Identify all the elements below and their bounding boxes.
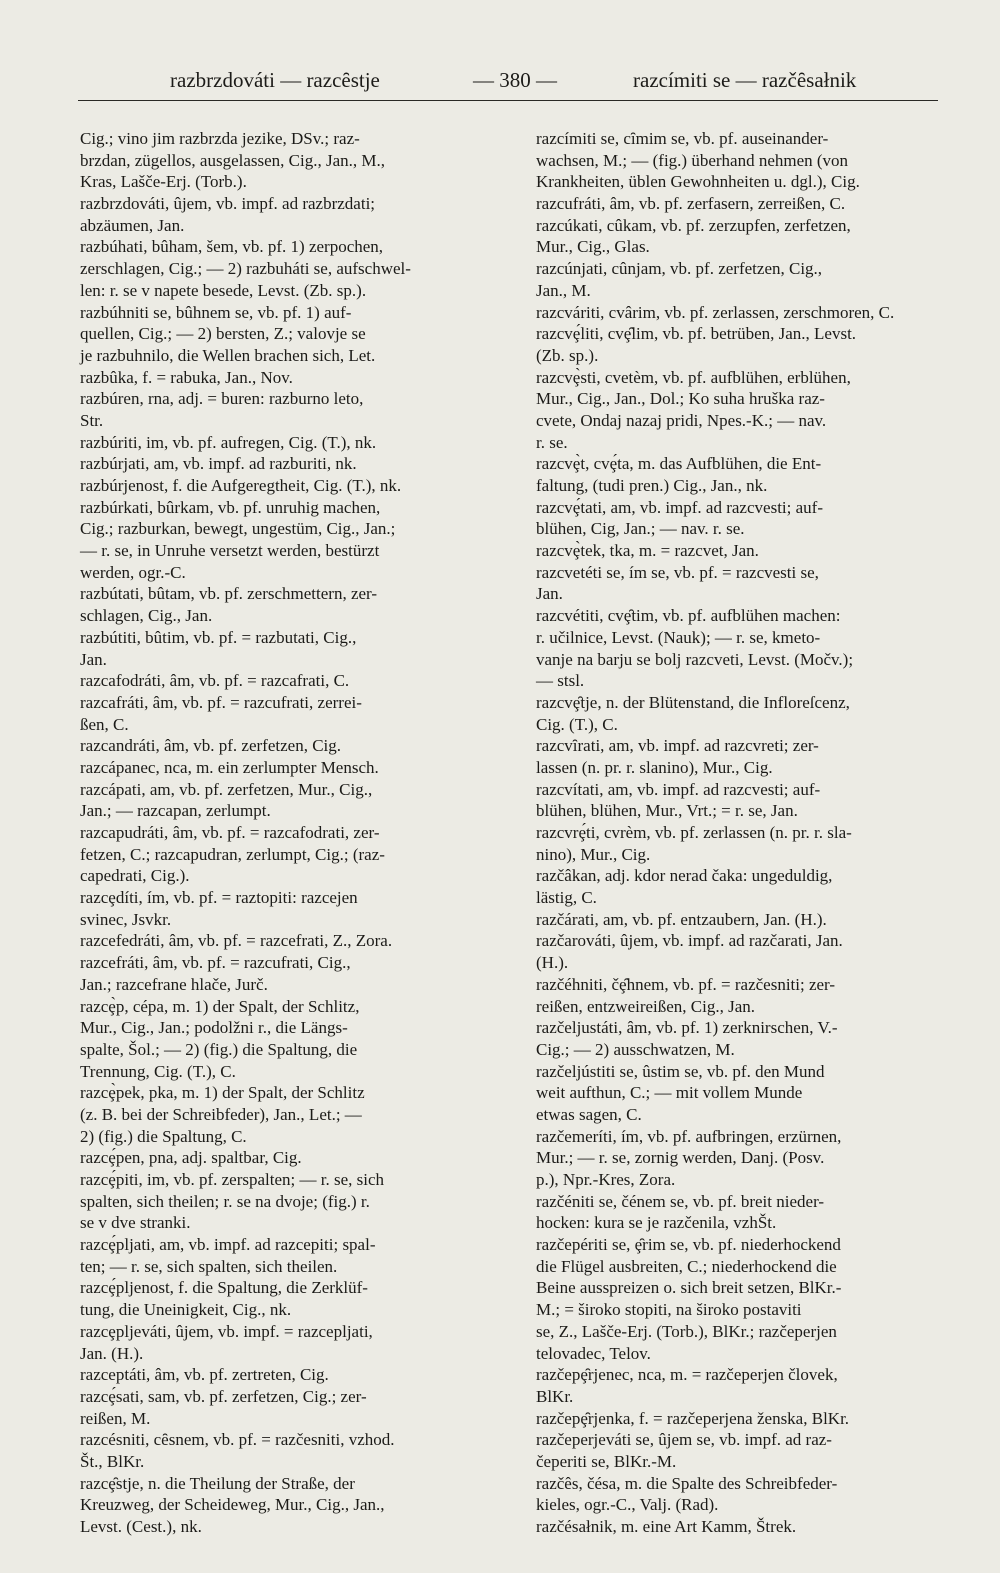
text-line: razcȩ̑stje, n. die Theilung der Straße, der (80, 1473, 355, 1493)
text-line: razcvȩ̀sti, cvetèm, vb. pf. aufblühen, erblühen, (536, 367, 851, 387)
text-line: (Zb. sp.). (536, 345, 599, 365)
text-line: schlagen, Cig., Jan. (80, 606, 213, 626)
text-line: razcȩpljeváti, ûjem, vb. impf. = razcepljati, (80, 1321, 373, 1341)
text-line: Jan. (80, 649, 107, 669)
text-line: hocken: kura se je razčenila, vzhŠt. (536, 1213, 777, 1233)
text-line: razcúnjati, cûnjam, vb. pf. zerfetzen, Cig., (536, 259, 823, 279)
text-line: razbúhniti se, bûhnem se, vb. pf. 1) auf- (80, 302, 352, 322)
text-line: Kreuzweg, der Scheideweg, Mur., Cig., Jan., (80, 1495, 385, 1515)
left-column (80, 128, 506, 1538)
text-line: razcȩ́sati, sam, vb. pf. zerfetzen, Cig.; zer- (80, 1386, 367, 1406)
text-line: Cig.; — 2) ausschwatzen, M. (536, 1039, 735, 1059)
header-left-guideword: razbrzdováti — razcȇstje (170, 68, 380, 92)
header-right-guideword: razcímiti se — razčȇsałnik (633, 68, 857, 92)
text-line: razcvȩ̀t, cvȩ́ta, m. das Aufblühen, die Ent- (536, 454, 822, 474)
text-line: Jan., M. (536, 280, 591, 300)
text-line: — stsl. (536, 671, 585, 691)
text-line: cvete, Ondaj nazaj pridi, Npes.-K.; — nav. (536, 410, 827, 430)
text-line: razčéniti se, čénem se, vb. pf. breit nieder- (536, 1191, 825, 1211)
text-line: razcvrȩ́ti, cvrèm, vb. pf. zerlassen (n. pr. r. sla- (536, 823, 852, 842)
text-line: telovadec, Telov. (536, 1343, 651, 1363)
text-line: brzdan, zügellos, ausgelassen, Cig., Jan., M., (80, 150, 385, 170)
right-column (536, 128, 946, 1538)
text-line: razcvȩ́liti, cvȩ̑lim, vb. pf. betrüben, Jan., Levst. (536, 324, 857, 344)
text-line: Mur., Cig., Jan.; podolžni r., die Längs- (80, 1018, 348, 1038)
text-line: razcvȩ̀tek, tka, m. = razcvet, Jan. (536, 541, 759, 561)
text-line: M.; = široko stopiti, na široko postaviti (536, 1300, 802, 1320)
running-header (78, 60, 938, 100)
text-line: Jan. (H.). (80, 1343, 144, 1363)
text-line: Cig.; vino jim razbrzda jezike, DSv.; raz- (80, 129, 360, 148)
text-line: razcváriti, cvârim, vb. pf. zerlassen, zerschmoren, C. (536, 302, 895, 322)
text-line: razcésniti, cȇsnem, vb. pf. = razčesniti, vzhod. (80, 1430, 395, 1450)
text-line: r. se. (536, 432, 568, 452)
text-line: razcvȋrati, am, vb. impf. ad razcvreti; zer- (536, 736, 819, 756)
text-line: Krankheiten, üblen Gewohnheiten u. dgl.), Cig. (536, 172, 860, 192)
text-line: razbúrkati, bûrkam, vb. pf. unruhig machen, (80, 497, 381, 517)
text-line: čeperiti se, BlKr.-M. (536, 1451, 677, 1471)
text-line: nino), Mur., Cig. (536, 844, 651, 864)
text-line: faltung, (tudi pren.) Cig., Jan., nk. (536, 476, 768, 495)
text-line: razčemeríti, ím, vb. pf. aufbringen, erzürnen, (536, 1126, 842, 1146)
text-line: razbútiti, bûtim, vb. pf. = razbutati, Cig., (80, 627, 357, 647)
text-line: (z. B. bei der Schreibfeder), Jan., Let.; — (80, 1104, 362, 1124)
text-line: kieles, ogr.-C., Valj. (Rad). (536, 1495, 719, 1515)
text-line: razbúhati, bûham, šem, vb. pf. 1) zerpochen, (80, 237, 384, 257)
text-line: reißen, M. (80, 1408, 151, 1428)
text-line: Št., BlKr. (80, 1451, 145, 1471)
text-line: je razbuhnilo, die Wellen brachen sich, Let. (80, 345, 376, 365)
text-line: razcȩ̀pek, pka, m. 1) der Spalt, der Schlitz (80, 1083, 365, 1103)
text-line: razbúriti, im, vb. pf. aufregen, Cig. (T.), nk. (80, 432, 377, 452)
text-line: razcȩ́piti, im, vb. pf. zerspalten; — r. se, sich (80, 1170, 385, 1189)
text-line: razbûka, f. = rabuka, Jan., Nov. (80, 367, 293, 387)
text-line: razbúrjenost, f. die Aufgeregtheit, Cig. (T.), nk. (80, 476, 402, 495)
text-line: Cig. (T.), C. (536, 714, 618, 734)
text-line: lästig, C. (536, 888, 597, 908)
text-line: — r. se, in Unruhe versetzt werden, bestürzt (80, 541, 380, 561)
text-line: razcafodráti, âm, vb. pf. = razcafrati, C. (80, 671, 350, 691)
text-line: razcvítati, am, vb. impf. ad razcvesti; auf- (536, 779, 821, 799)
text-line: Levst. (Cest.), nk. (80, 1517, 202, 1536)
text-line: razčâkan, adj. kdor nerad čaka: ungeduldig, (536, 866, 833, 886)
text-line: razčepȩ̑rjenka, f. = razčeperjena ženska, BlKr. (536, 1408, 850, 1428)
text-line: etwas sagen, C. (536, 1104, 642, 1124)
text-line: razcefedráti, âm, vb. pf. = razcefrati, Z., Zora. (80, 931, 393, 951)
text-line: abzäumen, Jan. (80, 215, 185, 235)
text-line: razcápati, am, vb. pf. zerfetzen, Mur., Cig., (80, 779, 373, 799)
text-line: len: r. se v napete besede, Levst. (Zb. sp.). (80, 280, 367, 300)
text-line: quellen, Cig.; — 2) bersten, Z.; valovje se (80, 324, 366, 344)
text-line: die Flügel ausbreiten, C.; niederhockend die (536, 1256, 837, 1276)
text-line: razčeljustáti, âm, vb. pf. 1) zerknirschen, V.- (536, 1018, 838, 1038)
text-line: razcapudráti, âm, vb. pf. = razcafodrati, zer- (80, 823, 380, 842)
text-line: Jan.; razcefrane hlače, Jurč. (80, 974, 268, 994)
text-line: razcvȩ́tati, am, vb. impf. ad razcvesti; auf- (536, 497, 823, 517)
text-line: razčepériti se, ȩ̑rim se, vb. pf. niederhockend (536, 1235, 841, 1255)
text-line: razbúrjati, am, vb. impf. ad razburiti, nk. (80, 454, 357, 474)
text-line: razcúkati, cûkam, vb. pf. zerzupfen, zerfetzen, (536, 215, 851, 235)
text-line: razbútati, bûtam, vb. pf. zerschmettern, zer- (80, 584, 378, 604)
text-line: razcímiti se, cȋmim se, vb. pf. auseinander- (536, 129, 829, 148)
text-line: razcȩ́pljati, am, vb. impf. ad razcepiti; spal- (80, 1235, 376, 1255)
text-line: vanje na barju se bolj razcveti, Levst. (Močv.); (536, 649, 854, 669)
text-line: razčárati, am, vb. pf. entzaubern, Jan. (H.). (536, 909, 827, 929)
text-line: razcȩ́pljenost, f. die Spaltung, die Zerklüf- (80, 1278, 368, 1298)
text-line: razcȩdíti, ím, vb. pf. = raztopiti: razcejen (80, 888, 358, 908)
text-line: Trennung, Cig. (T.), C. (80, 1061, 236, 1081)
text-line: razceptáti, âm, vb. pf. zertreten, Cig. (80, 1365, 329, 1385)
text-line: BlKr. (536, 1386, 574, 1406)
text-line: razcufráti, âm, vb. pf. zerfasern, zerreißen, C. (536, 194, 846, 214)
text-line: blühen, blühen, Mur., Vrt.; = r. se, Jan. (536, 801, 798, 821)
text-line: Mur., Cig., Jan., Dol.; Ko suha hruška raz- (536, 389, 825, 409)
text-line: p.), Npr.-Kres, Zora. (536, 1170, 676, 1189)
text-line: (H.). (536, 953, 569, 973)
text-line: razčepȩ̑rjenec, nca, m. = razčeperjen človek, (536, 1365, 838, 1385)
text-line: razcandráti, âm, vb. pf. zerfetzen, Cig. (80, 736, 342, 756)
text-line: razcvetéti se, ím se, vb. pf. = razcvesti se, (536, 562, 819, 582)
text-line: razbúren, rna, adj. = buren: razburno leto, (80, 389, 364, 409)
text-line: ßen, C. (80, 714, 129, 734)
text-line: razčésałnik, m. eine Art Kamm, Štrek. (536, 1517, 797, 1536)
text-line: blühen, Cig, Jan.; — nav. r. se. (536, 519, 745, 539)
header-rule (78, 100, 938, 101)
text-line: razcafráti, âm, vb. pf. = razcufrati, zerrei- (80, 692, 362, 712)
text-line: razcefráti, âm, vb. pf. = razcufrati, Cig., (80, 953, 351, 973)
page-number: — 380 — (473, 68, 557, 92)
text-line: Beine ausspreizen o. sich breit setzen, BlKr.- (536, 1278, 842, 1298)
text-line: reißen, entzweireißen, Cig., Jan. (536, 996, 756, 1016)
text-line: tung, die Uneinigkeit, Cig., nk. (80, 1300, 292, 1320)
text-line: Jan. (536, 584, 563, 604)
text-line: razcvétiti, cvȩ̑tim, vb. pf. aufblühen machen: (536, 606, 841, 626)
text-line: 2) (fig.) die Spaltung, C. (80, 1126, 247, 1146)
text-line: se, Z., Lašče-Erj. (Torb.), BlKr.; razčeperjen (536, 1321, 837, 1341)
text-line: Jan.; — razcapan, zerlumpt. (80, 801, 271, 821)
text-line: Str. (80, 410, 104, 430)
text-line: razčeperjeváti se, ûjem se, vb. impf. ad raz- (536, 1430, 832, 1450)
text-line: se v dve stranki. (80, 1213, 191, 1233)
text-line: razcvȩ̑tje, n. der Blütenstand, die Infloreſcenz, (536, 692, 850, 712)
text-line: fetzen, C.; razcapudran, zerlumpt, Cig.; (raz- (80, 844, 385, 864)
text-line: spalten, sich theilen; r. se na dvoje; (fig.) r. (80, 1191, 370, 1211)
text-line: werden, ogr.-C. (80, 562, 186, 582)
text-line: Mur.; — r. se, zornig werden, Danj. (Posv. (536, 1148, 825, 1168)
text-line: razcápanec, nca, m. ein zerlumpter Mensch. (80, 757, 379, 777)
text-line: razčarováti, ûjem, vb. impf. ad razčarati, Jan. (536, 931, 843, 951)
text-line: r. učilnice, Levst. (Nauk); — r. se, kmeto- (536, 627, 821, 647)
text-line: razcȩ́pen, pna, adj. spaltbar, Cig. (80, 1148, 302, 1168)
text-line: razčês, čésa, m. die Spalte des Schreibfeder- (536, 1473, 838, 1493)
text-line: Mur., Cig., Glas. (536, 237, 650, 257)
text-line: lassen (n. pr. r. slanino), Mur., Cig. (536, 757, 773, 777)
text-line: spalte, Šol.; — 2) (fig.) die Spaltung, die (80, 1039, 358, 1059)
text-line: Kras, Lašče-Erj. (Torb.). (80, 172, 247, 192)
text-line: capedrati, Cig.). (80, 866, 190, 886)
text-line: razčeljústiti se, ûstim se, vb. pf. den Mund (536, 1061, 825, 1081)
text-line: ten; — r. se, sich spalten, sich theilen. (80, 1256, 338, 1276)
text-line: weit aufthun, C.; — mit vollem Munde (536, 1083, 803, 1103)
text-line: Cig.; razburkan, bewegt, ungestüm, Cig., Jan.; (80, 519, 396, 539)
text-line: razcȩ̀p, cépa, m. 1) der Spalt, der Schlitz, (80, 996, 360, 1016)
text-line: wachsen, M.; — (fig.) überhand nehmen (von (536, 150, 849, 170)
text-line: razbrzdováti, ûjem, vb. impf. ad razbrzdati; (80, 194, 376, 214)
text-line: razčéhniti, čȩ̑hnem, vb. pf. = razčesniti; zer- (536, 974, 836, 994)
text-line: zerschlagen, Cig.; — 2) razbuháti se, aufschwel- (80, 259, 411, 279)
text-line: svinec, Jsvkr. (80, 909, 172, 929)
